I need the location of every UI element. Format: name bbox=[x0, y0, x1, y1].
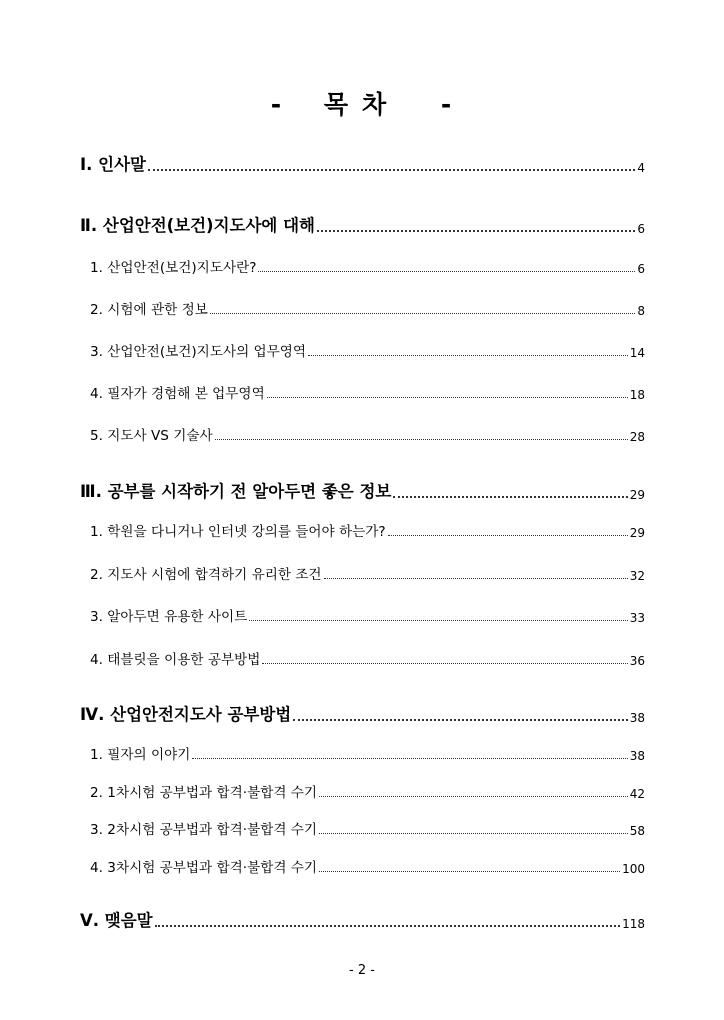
toc-entry-label: 2. 시험에 관한 정보 bbox=[90, 302, 208, 318]
toc-entry-label: 4. 3차시험 공부법과 합격·불합격 수기 bbox=[90, 860, 318, 876]
toc-entry-label: 4. 태블릿을 이용한 공부방법 bbox=[90, 652, 261, 668]
dot-leader bbox=[267, 397, 628, 398]
toc-title bbox=[0, 85, 724, 121]
toc-entry-label: Ⅱ. 산업안전(보건)지도사에 대해 bbox=[80, 216, 315, 235]
toc-entry-3-3[interactable] bbox=[90, 605, 645, 625]
dot-leader bbox=[319, 833, 628, 834]
toc-entry-4-2[interactable] bbox=[90, 781, 645, 801]
dot-leader bbox=[293, 719, 628, 721]
toc-entry-2-2[interactable] bbox=[90, 298, 645, 318]
toc-entry-section-4[interactable] bbox=[80, 701, 645, 725]
toc-entry-page: 28 bbox=[629, 430, 645, 444]
toc-entry-2-1[interactable] bbox=[90, 256, 645, 276]
dot-leader bbox=[393, 496, 627, 498]
toc-entry-label: 4. 필자가 경험해 본 업무영역 bbox=[90, 386, 265, 402]
toc-entry-page: 33 bbox=[629, 611, 645, 625]
toc-entry-4-3[interactable] bbox=[90, 818, 645, 838]
toc-entry-page: 4 bbox=[637, 161, 645, 175]
toc-entry-section-2[interactable] bbox=[80, 212, 645, 236]
toc-entry-page: 6 bbox=[637, 262, 645, 276]
toc-entry-page: 36 bbox=[629, 654, 645, 668]
dot-leader bbox=[155, 925, 620, 927]
dot-leader bbox=[258, 271, 635, 272]
toc-entry-label: Ⅰ. 인사말 bbox=[80, 155, 146, 174]
dot-leader bbox=[192, 758, 627, 759]
toc-entry-4-4[interactable] bbox=[90, 856, 645, 876]
dot-leader bbox=[324, 578, 628, 579]
toc-entry-4-1[interactable] bbox=[90, 743, 645, 763]
toc-entry-2-3[interactable] bbox=[90, 340, 645, 360]
dot-leader bbox=[388, 535, 628, 536]
toc-entry-page: 42 bbox=[629, 787, 645, 801]
toc-entry-section-5[interactable] bbox=[80, 907, 645, 931]
toc-entry-page: 58 bbox=[629, 824, 645, 838]
toc-entry-2-5[interactable] bbox=[90, 424, 645, 444]
toc-entry-label: Ⅲ. 공부를 시작하기 전 알아두면 좋은 정보 bbox=[80, 482, 392, 501]
toc-entry-3-4[interactable] bbox=[90, 648, 645, 668]
page-footer-number: - 2 - bbox=[349, 963, 375, 978]
dot-leader bbox=[215, 439, 628, 440]
toc-entry-page: 29 bbox=[629, 488, 645, 502]
toc-entry-label: 3. 산업안전(보건)지도사의 업무영역 bbox=[90, 344, 307, 360]
title-dash-left: - bbox=[270, 90, 284, 119]
toc-entry-label: Ⅴ. 맺음말 bbox=[80, 911, 153, 930]
toc-entry-label: 1. 학원을 다니거나 인터넷 강의를 들어야 하는가? bbox=[90, 524, 386, 540]
toc-entry-page: 38 bbox=[629, 749, 645, 763]
toc-entry-label: 2. 1차시험 공부법과 합격·불합격 수기 bbox=[90, 785, 318, 801]
toc-entry-label: 3. 알아두면 유용한 사이트 bbox=[90, 609, 248, 625]
dot-leader bbox=[148, 169, 635, 171]
toc-entry-3-1[interactable] bbox=[90, 520, 645, 540]
toc-entry-page: 8 bbox=[637, 304, 645, 318]
toc-entry-label: 3. 2차시험 공부법과 합격·불합격 수기 bbox=[90, 822, 318, 838]
dot-leader bbox=[319, 871, 620, 872]
toc-entry-page: 32 bbox=[629, 569, 645, 583]
toc-entry-label: 1. 필자의 이야기 bbox=[90, 747, 191, 763]
toc-entry-page: 6 bbox=[637, 222, 645, 236]
dot-leader bbox=[262, 663, 627, 664]
toc-entry-section-1[interactable] bbox=[80, 151, 645, 175]
toc-entry-page: 118 bbox=[622, 917, 645, 931]
dot-leader bbox=[308, 355, 628, 356]
toc-entry-page: 18 bbox=[629, 388, 645, 402]
dot-leader bbox=[210, 313, 636, 314]
toc-entry-page: 14 bbox=[629, 346, 645, 360]
toc-entry-label: 2. 지도사 시험에 합격하기 유리한 조건 bbox=[90, 567, 322, 583]
toc-entry-label: Ⅳ. 산업안전지도사 공부방법 bbox=[80, 705, 292, 724]
title-dash-right: - bbox=[440, 90, 454, 119]
toc-entry-page: 29 bbox=[629, 526, 645, 540]
toc-entry-page: 100 bbox=[622, 862, 645, 876]
toc-entry-section-3[interactable] bbox=[80, 478, 645, 502]
dot-leader bbox=[317, 230, 635, 232]
title-text: 목차 bbox=[323, 90, 401, 119]
toc-entry-page: 38 bbox=[629, 711, 645, 725]
dot-leader bbox=[319, 796, 628, 797]
toc-entry-label: 5. 지도사 VS 기술사 bbox=[90, 428, 213, 444]
dot-leader bbox=[249, 620, 627, 621]
toc-entry-3-2[interactable] bbox=[90, 563, 645, 583]
toc-entry-label: 1. 산업안전(보건)지도사란? bbox=[90, 260, 257, 276]
toc-entry-2-4[interactable] bbox=[90, 382, 645, 402]
